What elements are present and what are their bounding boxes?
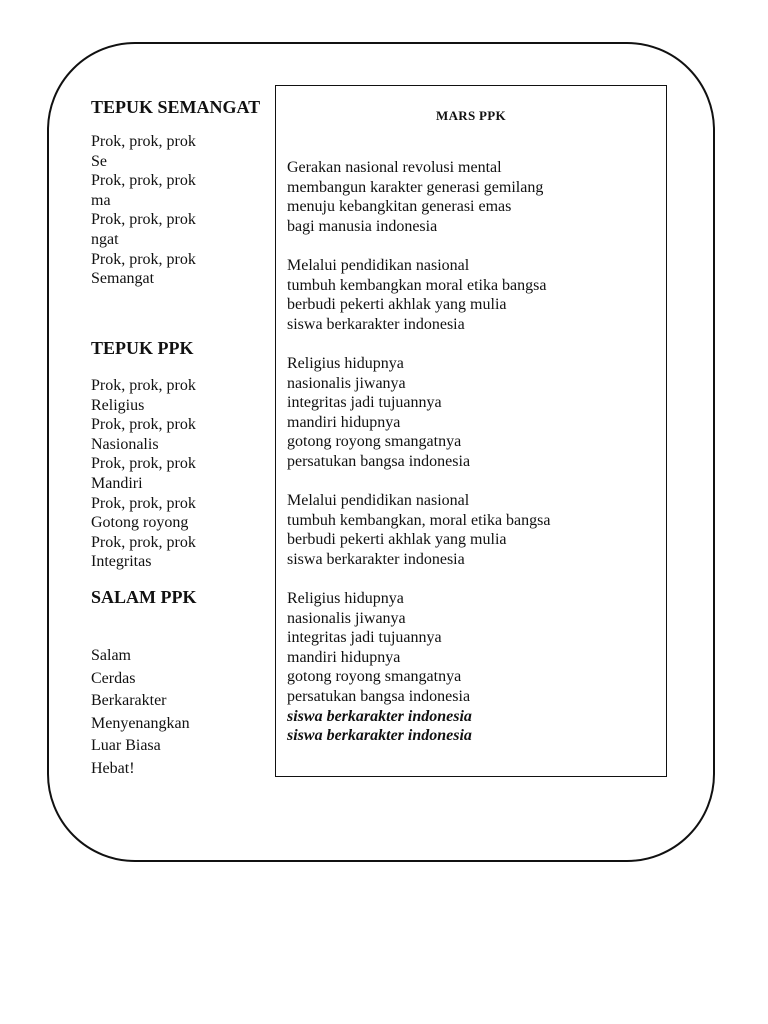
poem-line: persatukan bangsa indonesia	[287, 687, 471, 705]
tepuk-semangat-lines	[91, 132, 196, 289]
poem-line: Melalui pendidikan nasional	[287, 492, 470, 509]
salam-ppk-line: Salam	[91, 647, 131, 664]
poem-line: nasionalis jiwanya	[287, 609, 406, 627]
poem-line: siswa berkarakter indonesia	[287, 315, 465, 333]
mars-ppk-title: MARS PPK	[436, 108, 506, 123]
poem-line: gotong royong smangatnya	[287, 668, 462, 686]
tepuk-semangat-line: Prok, prok, prok	[91, 250, 196, 268]
tepuk-semangat-line: Prok, prok, prok	[91, 133, 196, 150]
tepuk-semangat-line: ngat	[91, 230, 119, 248]
mars-ppk-stanza	[287, 491, 550, 569]
poem-line: bagi manusia indonesia	[287, 217, 438, 235]
tepuk-ppk-title: TEPUK PPK	[91, 338, 194, 358]
salam-ppk-line: Hebat!	[91, 759, 135, 777]
poem-line: Religius hidupnya	[287, 590, 404, 607]
mars-ppk-stanza	[287, 589, 472, 746]
salam-ppk-line: Cerdas	[91, 669, 136, 687]
poem-line: mandiri hidupnya	[287, 413, 401, 431]
mars-ppk-stanza	[287, 158, 543, 236]
tepuk-semangat-title: TEPUK SEMANGAT	[91, 97, 261, 117]
poem-line: siswa berkarakter indonesia	[287, 550, 465, 568]
tepuk-ppk-lines	[91, 376, 196, 572]
poem-line: berbudi pekerti akhlak yang mulia	[287, 296, 507, 314]
tepuk-ppk-line: Nasionalis	[91, 435, 159, 453]
tepuk-semangat-line: Prok, prok, prok	[91, 172, 196, 190]
mars-ppk-box	[275, 85, 667, 777]
poem-line: membangun karakter generasi gemilang	[287, 178, 544, 196]
salam-ppk-line: Berkarakter	[91, 692, 167, 709]
poem-line-emphasis: siswa berkarakter indonesia	[287, 727, 472, 745]
poem-line: tumbuh kembangkan moral etika bangsa	[287, 276, 547, 294]
poem-line-emphasis: siswa berkarakter indonesia	[287, 707, 472, 725]
tepuk-semangat-line: Semangat	[91, 270, 155, 288]
salam-ppk-title: SALAM PPK	[91, 587, 197, 607]
tepuk-ppk-line: Prok, prok, prok	[91, 494, 196, 512]
tepuk-ppk-line: Integritas	[91, 553, 152, 571]
tepuk-ppk-line: Religius	[91, 396, 145, 414]
poem-line: gotong royong smangatnya	[287, 433, 462, 451]
tepuk-semangat-line: ma	[91, 191, 111, 209]
salam-ppk-lines	[91, 645, 190, 780]
poem-line: nasionalis jiwanya	[287, 374, 406, 392]
poem-line: Religius hidupnya	[287, 355, 404, 372]
tepuk-semangat-line: Se	[91, 152, 107, 170]
tepuk-ppk-line: Prok, prok, prok	[91, 416, 196, 434]
tepuk-ppk-line: Mandiri	[91, 474, 143, 492]
poem-line: persatukan bangsa indonesia	[287, 452, 471, 470]
tepuk-ppk-line: Gotong royong	[91, 514, 189, 532]
tepuk-ppk-line: Prok, prok, prok	[91, 533, 196, 551]
poem-line: berbudi pekerti akhlak yang mulia	[287, 531, 507, 549]
tepuk-ppk-line: Prok, prok, prok	[91, 455, 196, 473]
poem-line: Gerakan nasional revolusi mental	[287, 159, 502, 176]
poem-line: menuju kebangkitan generasi emas	[287, 198, 512, 216]
poem-line: Melalui pendidikan nasional	[287, 257, 470, 274]
mars-ppk-stanza	[287, 354, 470, 472]
tepuk-ppk-line: Prok, prok, prok	[91, 377, 196, 394]
salam-ppk-line: Luar Biasa	[91, 737, 161, 754]
poem-line: mandiri hidupnya	[287, 648, 401, 666]
poem-line: integritas jadi tujuannya	[287, 629, 442, 647]
poem-line: integritas jadi tujuannya	[287, 394, 442, 412]
poem-line: tumbuh kembangkan, moral etika bangsa	[287, 511, 551, 529]
tepuk-semangat-line: Prok, prok, prok	[91, 211, 196, 229]
salam-ppk-line: Menyenangkan	[91, 714, 190, 732]
mars-ppk-stanza	[287, 256, 546, 334]
